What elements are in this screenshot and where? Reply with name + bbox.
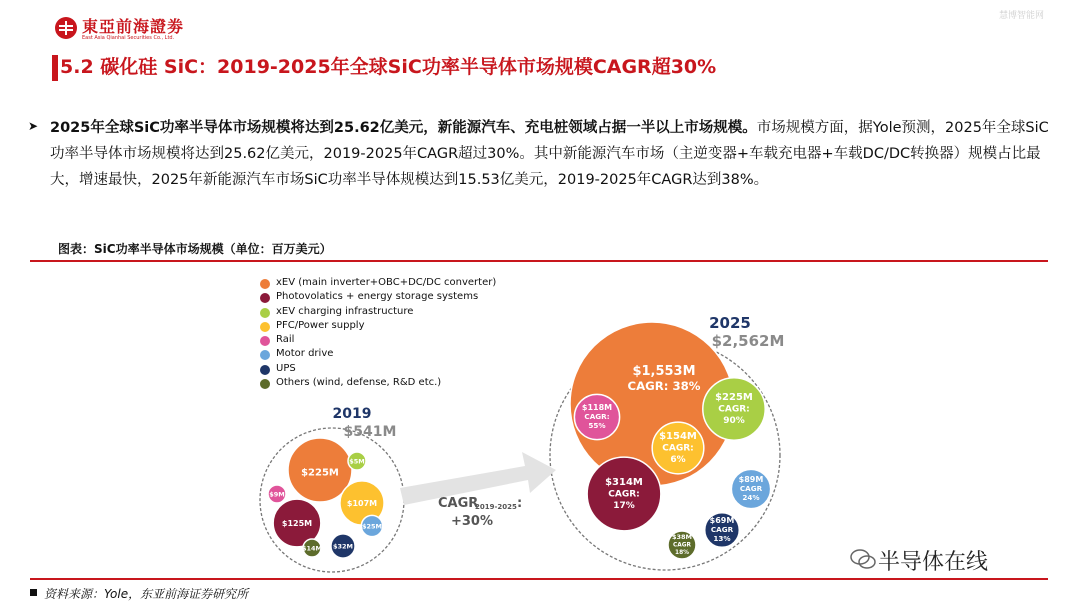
arrow-period-label: 2019-2025 (475, 503, 517, 511)
top-watermark: 慧博智能网 (998, 11, 1044, 21)
bubble-value-label: $5M (349, 457, 365, 466)
bubble-value-label: $14M (301, 544, 323, 553)
bubble-value-label: $225M (715, 392, 753, 403)
bubble-cagr-label: 90% (723, 416, 745, 426)
bubble-value-label: $225M (301, 467, 339, 479)
legend-swatch (260, 308, 270, 318)
bubble-cagr-label: 18% (675, 550, 689, 557)
bubble-cagr-label: 6% (670, 455, 686, 465)
source-note: 资料来源：Yole，东亚前海证券研究所 (44, 587, 249, 601)
legend-label: UPS (276, 362, 296, 374)
bubble-cagr-label: CAGR: (584, 412, 610, 421)
legend-label: Others (wind, defense, R&D etc.) (276, 377, 442, 389)
summary-rest: 市场规模方面，据Yole预测，2025年全球SiC功率半导体市场规模将达到25.62亿美元，2019-2025年CAGR超过30%。其中新能源汽车市场（主逆变器+车载充电器+车载DC/DC转换器）规模占比最大，增速最快，2025年新能源汽车市场SiC功率半导体规模达到15.53亿美元，2019-2025年CAGR达到38%。 (50, 120, 1049, 188)
bubble-cagr-label: 24% (742, 493, 760, 503)
brand-name-en: East Asia Qianhai Securities Co., Ltd. (82, 35, 175, 41)
bubble-cagr-label: CAGR (710, 525, 734, 534)
bubble-value-label: $25M (361, 522, 383, 531)
arrow-cagr-label: CAGR (438, 496, 479, 511)
bubble-cagr-label: 13% (713, 534, 731, 544)
wechat-watermark: 半导体在线 (878, 550, 989, 575)
group-year-label: 2019 (332, 406, 372, 422)
source-square-icon (30, 589, 37, 596)
source-divider (30, 578, 1048, 580)
chart-caption: 图表：SiC功率半导体市场规模（单位：百万美元） (58, 242, 332, 256)
legend-label: Motor drive (276, 348, 334, 360)
summary-bold: 2025年全球SiC功率半导体市场规模将达到25.62亿美元，新能源汽车、充电桩领域占据一半以上市场规模。 (50, 120, 757, 136)
legend-label: PFC/Power supply (276, 319, 365, 331)
bubble-value-label: $125M (281, 518, 313, 528)
bubble-value-label: $32M (332, 542, 354, 551)
brand-name-cn: 東亞前海證劵 (82, 17, 185, 36)
group-total-label: $2,562M (711, 332, 785, 350)
arrow-value-label: +30% (450, 514, 494, 529)
bubble-value-label: $154M (659, 431, 697, 442)
legend-swatch (260, 365, 270, 375)
bubble-value-label: $1,553M (632, 364, 696, 379)
bullet-arrow-icon: ➤ (28, 119, 39, 133)
bubble-cagr-label: CAGR: 38% (627, 378, 701, 393)
bubble-value-label: $314M (605, 477, 643, 488)
bubble-cagr-label: CAGR (672, 542, 692, 549)
legend-label: xEV (main inverter+OBC+DC/DC converter) (276, 277, 497, 288)
bubble-value-label: $107M (346, 498, 378, 508)
bubble-value-label: $89M (738, 474, 764, 484)
bubble-cagr-label: CAGR: (718, 404, 750, 415)
page-title: 5.2 碳化硅 SiC：2019-2025年全球SiC功率半导体市场规模CAGR超30% (60, 56, 717, 78)
legend-swatch (260, 322, 270, 332)
legend-label: Rail (276, 334, 295, 346)
bubble-value-label: $69M (709, 515, 735, 525)
bubble-cagr-label: CAGR: (662, 443, 694, 454)
group-year-label: 2025 (709, 314, 751, 332)
wechat-icon (850, 548, 876, 570)
legend-swatch (260, 279, 270, 289)
bubble-value-label: $38M (671, 533, 693, 542)
legend-label: Photovolatics + energy storage systems (276, 291, 479, 303)
group-total-label: $541M (343, 424, 397, 440)
arrow-colon-label: : (517, 496, 523, 511)
bubble-cagr-label: CAGR: (608, 489, 640, 500)
legend-label: xEV charging infrastructure (276, 305, 414, 317)
bubble-cagr-label: CAGR (739, 484, 763, 493)
bubble-cagr-label: 17% (613, 501, 635, 511)
bubble-cagr-label: 55% (588, 421, 606, 431)
bubble-value-label: $118M (581, 402, 613, 412)
bubble-value-label: $9M (269, 490, 285, 499)
